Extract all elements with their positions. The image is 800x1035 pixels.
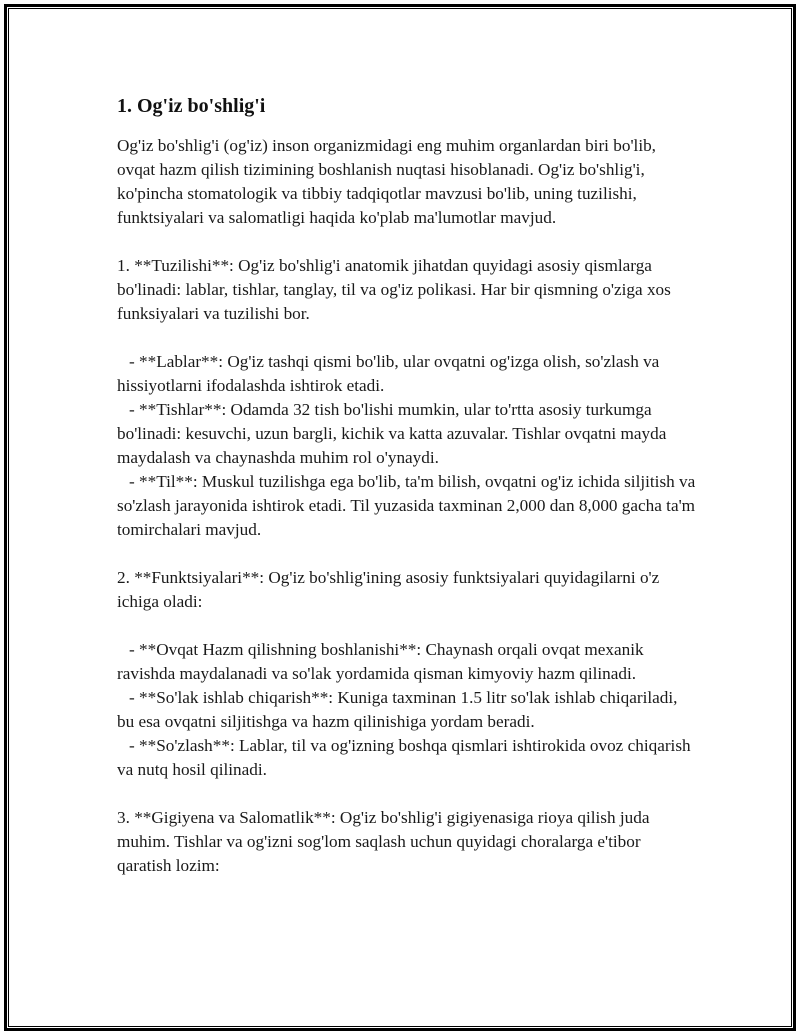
section-functions-heading: 2. **Funktsiyalari**: Og'iz bo'shlig'ining asosiy funktsiyalari quyidagilarni o'z ichiga oladi: (117, 568, 660, 611)
section-hygiene-heading: 3. **Gigiyena va Salomatlik**: Og'iz bo'shlig'i gigiyenasiga rioya qilish juda muhim. Tishlar va og'izni sog'lom saqlash uchun quyidagi choralarga e'tibor qaratish lozim: (117, 808, 650, 875)
list-item-saliva: - **So'lak ishlab chiqarish**: Kuniga taxminan 1.5 litr so'lak ishlab chiqariladi, bu esa ovqatni siljitishga va hazm qilinishiga yordam beradi. (117, 688, 678, 731)
list-item-lips: - **Lablar**: Og'iz tashqi qismi bo'lib, ular ovqatni og'izga olish, so'zlash va hissiyotlarni ifodalashda ishtirok etadi. (117, 352, 660, 395)
list-item-speech: - **So'zlash**: Lablar, til va og'izning boshqa qismlari ishtirokida ovoz chiqarish va nutq hosil qilinadi. (117, 736, 691, 779)
structure-list (117, 350, 697, 542)
section-structure-heading: 1. **Tuzilishi**: Og'iz bo'shlig'i anatomik jihatdan quyidagi asosiy qismlarga bo'linadi: lablar, tishlar, tanglay, til va og'iz polikasi. Har bir qismning o'ziga xos funksiyalari va tuzilishi bor. (117, 256, 671, 323)
document-body (117, 92, 697, 902)
document-title: 1. Og'iz bo'shlig'i (117, 95, 266, 117)
list-item-teeth: - **Tishlar**: Odamda 32 tish bo'lishi mumkin, ular to'rtta asosiy turkumga bo'linadi: kesuvchi, uzun bargli, kichik va katta azuvalar. Tishlar ovqatni mayda maydalash va chaynashda muhim rol o'ynaydi. (117, 400, 667, 467)
list-item-tongue: - **Til**: Muskul tuzilishga ega bo'lib, ta'm bilish, ovqatni og'iz ichida siljitish va so'zlash jarayonida ishtirok etadi. Til yuzasida taxminan 2,000 dan 8,000 gacha ta'm tomirchalari mavjud. (117, 472, 696, 539)
intro-paragraph: Og'iz bo'shlig'i (og'iz) inson organizmidagi eng muhim organlardan biri bo'lib, ovqat hazm qilish tizimining boshlanish nuqtasi hisoblanadi. Og'iz bo'shlig'i, ko'pincha stomatologik va tibbiy tadqiqotlar mavzusi bo'lib, uning tuzilishi, funktsiyalari va salomatligi haqida ko'plab ma'lumotlar mavjud. (117, 136, 656, 227)
list-item-digestion: - **Ovqat Hazm qilishning boshlanishi**: Chaynash orqali ovqat mexanik ravishda maydalanadi va so'lak yordamida qisman kimyoviy hazm qilinadi. (117, 640, 644, 683)
functions-list (117, 638, 697, 782)
